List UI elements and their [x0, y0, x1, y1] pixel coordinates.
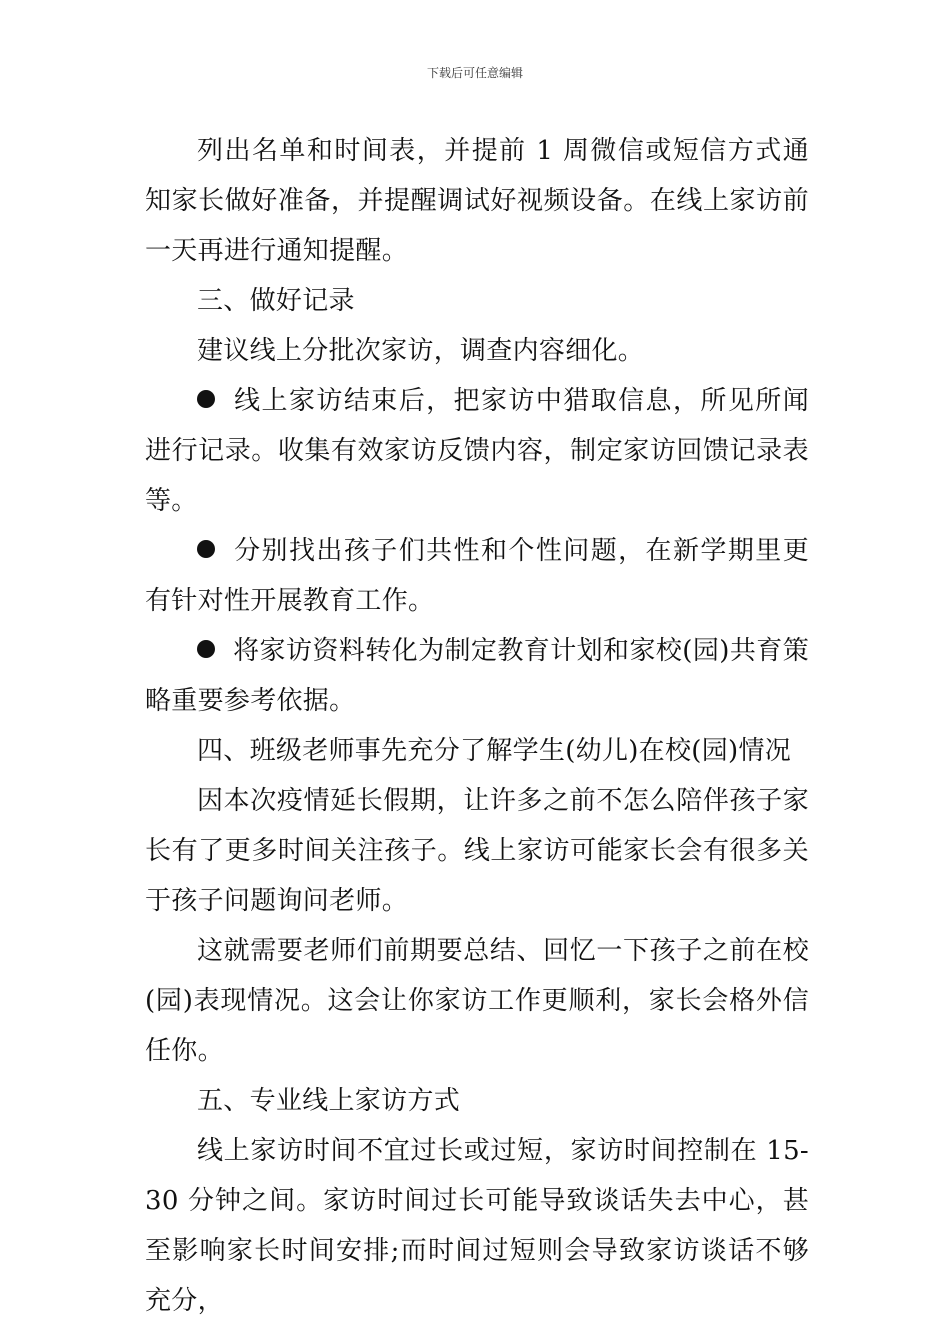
paragraph: 线上家访时间不宜过长或过短，家访时间控制在 15-30 分钟之间。家访时间过长可能导致谈话失去中心，甚至影响家长时间安排;而时间过短则会导致家访谈话不够充分， — [145, 1136, 809, 1316]
bullet-dot-icon — [197, 540, 215, 558]
bullet-dot-icon — [197, 390, 215, 408]
bullet-dot-icon — [197, 640, 215, 658]
section-heading: 三、做好记录 — [197, 286, 355, 316]
bullet-item-text: 线上家访结束后，把家访中猎取信息，所见所闻进行记录。收集有效家访反馈内容，制定家访回馈记录表等。 — [145, 386, 809, 516]
paragraph: 因本次疫情延长假期，让许多之前不怎么陪伴孩子家长有了更多时间关注孩子。线上家访可能家长会有很多关于孩子问题询问老师。 — [145, 786, 809, 916]
page-header-note: 下载后可任意编辑 — [426, 66, 523, 80]
document-body — [145, 126, 809, 1326]
bullet-item — [145, 376, 809, 526]
bullet-item — [145, 526, 809, 626]
bullet-item — [145, 626, 809, 726]
section-heading: 五、专业线上家访方式 — [197, 1086, 461, 1116]
paragraph: 列出名单和时间表，并提前 1 周微信或短信方式通知家长做好准备，并提醒调试好视频设备。在线上家访前一天再进行通知提醒。 — [145, 136, 809, 266]
paragraph: 建议线上分批次家访，调查内容细化。 — [197, 336, 645, 366]
section-heading: 四、班级老师事先充分了解学生(幼儿)在校(园)情况 — [197, 736, 792, 766]
paragraph: 这就需要老师们前期要总结、回忆一下孩子之前在校(园)表现情况。这会让你家访工作更顺利，家长会格外信任你。 — [145, 936, 809, 1066]
bullet-item-text: 将家访资料转化为制定教育计划和家校(园)共育策略重要参考依据。 — [145, 636, 809, 716]
bullet-item-text: 分别找出孩子们共性和个性问题，在新学期里更有针对性开展教育工作。 — [145, 536, 809, 616]
